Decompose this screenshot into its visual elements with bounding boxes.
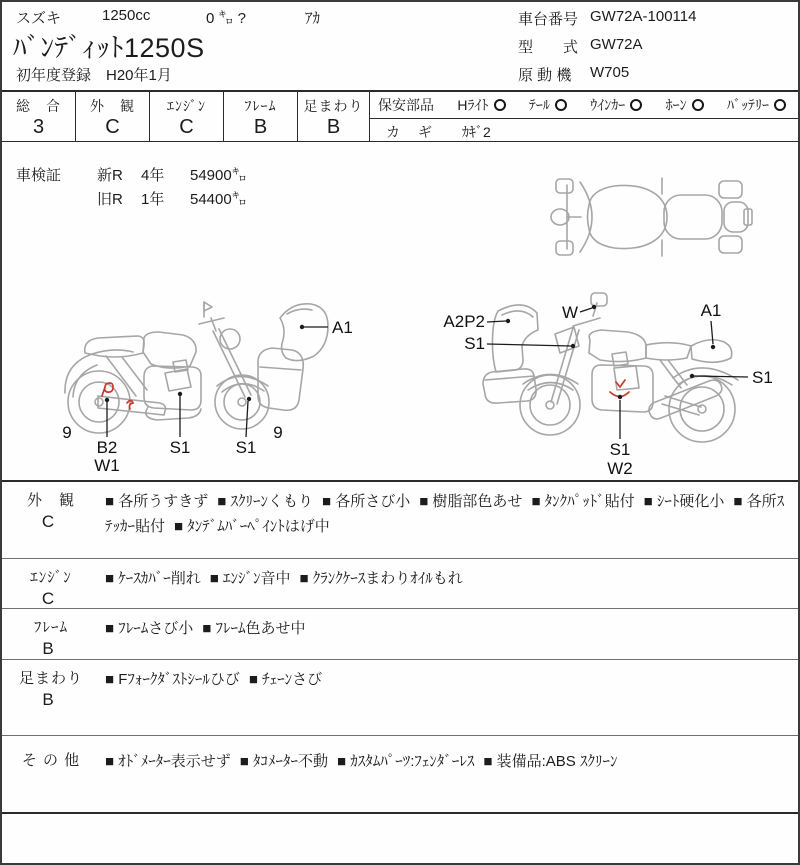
status-ok-circle-icon bbox=[555, 99, 567, 111]
section-comments bbox=[105, 566, 788, 591]
comment-item: ■ Fﾌｫｰｸﾀﾞｽﾄｼｰﾙひび bbox=[105, 671, 240, 688]
comment-item: ■ ﾀｺﾒｰﾀｰ不動 bbox=[239, 753, 328, 770]
side-pannier bbox=[258, 348, 303, 410]
shaken-old-era: 旧R bbox=[97, 191, 123, 208]
section-empty-footer bbox=[2, 812, 798, 863]
chassis-no-label: 車台番号 bbox=[518, 11, 579, 28]
safety-item-label: Hﾗｲﾄ bbox=[457, 97, 489, 113]
rear-case-left bbox=[719, 181, 742, 198]
fuel-tank bbox=[143, 332, 196, 368]
shaken-new-years: 4年 bbox=[141, 167, 165, 184]
shaken-label: 車検証 bbox=[16, 167, 62, 184]
comment-item: ■ 各所さび小 bbox=[321, 493, 411, 510]
safety-item-label: ﾃｰﾙ bbox=[528, 97, 550, 113]
damage-diagram-right-side bbox=[40, 290, 353, 475]
section-grade: C bbox=[41, 512, 55, 531]
annotation-front-axle-s1: S1 bbox=[235, 438, 257, 457]
comment-item: ■ 装備品:ABS ｽｸﾘｰﾝ bbox=[483, 753, 618, 770]
safety-item-winker bbox=[590, 95, 642, 115]
annotation-engine-s1: S1 bbox=[169, 438, 191, 457]
safety-item-battery bbox=[727, 95, 786, 115]
annotation-mirror-w: W bbox=[561, 303, 578, 322]
comment-item: ■ 各所ｽﾃｯｶｰ貼付 bbox=[105, 493, 785, 535]
section-comments bbox=[105, 489, 788, 539]
shaken-new-era: 新R bbox=[97, 167, 123, 184]
section-label: 外 観 bbox=[26, 492, 75, 509]
grade-value: 3 bbox=[32, 116, 45, 138]
section-label: 足まわり bbox=[18, 670, 83, 687]
engine-code-label: 原 動 機 bbox=[518, 67, 572, 84]
section-grade: B bbox=[42, 690, 54, 709]
shaken-old-km: 54400㌔ bbox=[190, 191, 247, 208]
safety-item-horn bbox=[666, 95, 704, 115]
section-comments bbox=[105, 667, 788, 692]
section-engine bbox=[2, 558, 798, 608]
annotation-cowl: A1 bbox=[332, 318, 353, 337]
side-pannier bbox=[483, 369, 536, 403]
section-label: ﾌﾚｰﾑ bbox=[33, 619, 68, 636]
grade-cell-frame bbox=[224, 92, 298, 141]
comment-item: ■ 各所うすきず bbox=[105, 493, 209, 510]
maker-name: スズキ bbox=[16, 10, 62, 27]
damage-diagram-left-side bbox=[428, 288, 800, 478]
model-code-value: GW72A bbox=[590, 36, 643, 53]
shaken-old-years: 1年 bbox=[141, 191, 165, 208]
comment-item: ■ ﾁｪｰﾝさび bbox=[248, 671, 323, 688]
section-comments bbox=[105, 616, 788, 641]
annotation-tread-front: 9 bbox=[273, 423, 283, 442]
grade-label: 総 合 bbox=[16, 98, 61, 114]
section-grade: C bbox=[41, 589, 55, 608]
first-registration-value: H20年1月 bbox=[106, 67, 172, 84]
engine-case bbox=[144, 366, 201, 410]
comment-item: ■ ｸﾗﾝｸｹｰｽまわりｵｲﾙもれ bbox=[299, 570, 463, 587]
fuel-tank-top bbox=[588, 185, 668, 248]
key-label: カ ギ bbox=[386, 124, 434, 140]
first-registration-label: 初年度登録 bbox=[16, 67, 92, 84]
grade-label: 足まわり bbox=[303, 98, 364, 114]
section-frame bbox=[2, 608, 798, 659]
section-label: そ の 他 bbox=[21, 752, 81, 769]
tail-cowl bbox=[691, 340, 732, 363]
front-wheel bbox=[520, 375, 580, 435]
section-exterior bbox=[2, 480, 798, 558]
mirror-left bbox=[556, 179, 573, 193]
comment-item: ■ ﾌﾚｰﾑ色あせ中 bbox=[202, 620, 306, 637]
fuel-tank bbox=[589, 330, 646, 362]
safety-item-headlight bbox=[457, 95, 505, 115]
grade-cell-overall bbox=[2, 92, 76, 141]
grade-cell-exterior bbox=[76, 92, 150, 141]
exhaust-muffler bbox=[649, 380, 722, 419]
comment-item: ■ ﾌﾚｰﾑさび小 bbox=[105, 620, 194, 637]
shaken-new-km: 54900㌔ bbox=[190, 167, 247, 184]
comment-item: ■ 樹脂部色あせ bbox=[419, 493, 523, 510]
status-ok-circle-icon bbox=[774, 99, 786, 111]
section-comments bbox=[105, 749, 788, 774]
damage-marks-red bbox=[610, 380, 629, 397]
section-other bbox=[2, 735, 798, 812]
annotation-tail-a1: A1 bbox=[700, 301, 722, 320]
key-row bbox=[370, 119, 798, 143]
mirror-right bbox=[556, 241, 573, 255]
safety-parts-row bbox=[370, 92, 798, 119]
grade-cell-undercarriage bbox=[298, 92, 370, 141]
annotation-engine-w2: W2 bbox=[607, 459, 633, 478]
grade-value: B bbox=[326, 116, 341, 138]
comment-item: ■ ｵﾄﾞﾒｰﾀｰ表示せず bbox=[105, 753, 231, 770]
safety-item-label: ﾊﾞｯﾃﾘｰ bbox=[727, 97, 769, 113]
comment-item: ■ ﾀﾝﾃﾞﾑﾊﾞｰﾍﾟｲﾝﾄはげ中 bbox=[174, 518, 330, 535]
grade-value: C bbox=[179, 116, 194, 138]
grade-cell-engine bbox=[150, 92, 224, 141]
annotation-swingarm-b2: B2 bbox=[96, 438, 118, 457]
chassis-no-value: GW72A-100114 bbox=[590, 8, 697, 25]
seat-top bbox=[664, 195, 722, 239]
status-ok-circle-icon bbox=[494, 99, 506, 111]
grade-value: B bbox=[253, 116, 268, 138]
safety-item-label: ｳｲﾝｶｰ bbox=[590, 97, 626, 113]
displacement: 1250cc bbox=[102, 7, 151, 24]
comment-item: ■ ｽｸﾘｰﾝくもり bbox=[217, 493, 313, 510]
annotation-swingarm-w1: W1 bbox=[94, 456, 120, 475]
annotation-tread-rear: 9 bbox=[62, 423, 72, 442]
grade-label: ｴﾝｼﾞﾝ bbox=[167, 98, 206, 114]
windscreen-cowl bbox=[280, 304, 328, 361]
grade-value: C bbox=[105, 116, 120, 138]
section-undercarriage bbox=[2, 659, 798, 735]
status-ok-circle-icon bbox=[630, 99, 642, 111]
annotation-cowl-a2p2: A2P2 bbox=[443, 312, 485, 331]
grade-summary-table bbox=[2, 90, 798, 142]
safety-parts-label: 保安部品 bbox=[378, 97, 434, 113]
annotation-engine-s1: S1 bbox=[609, 440, 631, 459]
comment-item: ■ ｹｰｽｶﾊﾞｰ削れ bbox=[105, 570, 201, 587]
safety-item-label: ﾎｰﾝ bbox=[665, 97, 687, 113]
section-grade: B bbox=[42, 639, 54, 658]
annotation-shock-s1: S1 bbox=[752, 368, 773, 387]
engine-case bbox=[592, 365, 653, 412]
section-label: ｴﾝｼﾞﾝ bbox=[30, 569, 72, 586]
key-value: ｶｷﾞ2 bbox=[462, 124, 491, 140]
comment-item: ■ ｴﾝｼﾞﾝ音中 bbox=[209, 570, 291, 587]
body-color: ｱｶ bbox=[305, 10, 321, 27]
safety-item-tail bbox=[529, 95, 567, 115]
engine-code-value: W705 bbox=[590, 64, 630, 81]
status-ok-circle-icon bbox=[692, 99, 704, 111]
comment-item: ■ ｼｰﾄ硬化小 bbox=[643, 493, 725, 510]
model-name: ﾊﾞﾝﾃﾞｨｯﾄ1250S bbox=[13, 33, 205, 63]
mileage-unknown: 0 ㌔ ? bbox=[206, 10, 247, 27]
annotation-cowl-s1: S1 bbox=[464, 334, 485, 353]
motorcycle-top-view-diagram bbox=[547, 173, 752, 261]
seat bbox=[646, 343, 691, 360]
comment-item: ■ ｶｽﾀﾑﾊﾟｰﾂ:ﾌｪﾝﾀﾞｰﾚｽ bbox=[336, 753, 475, 770]
mirror bbox=[591, 293, 607, 306]
model-code-label: 型 式 bbox=[518, 39, 579, 56]
grade-label: ﾌﾚｰﾑ bbox=[244, 98, 277, 114]
rear-case-right bbox=[719, 236, 742, 253]
comment-item: ■ ﾀﾝｸﾊﾟｯﾄﾞ貼付 bbox=[531, 493, 635, 510]
grade-label: 外 観 bbox=[90, 98, 135, 114]
